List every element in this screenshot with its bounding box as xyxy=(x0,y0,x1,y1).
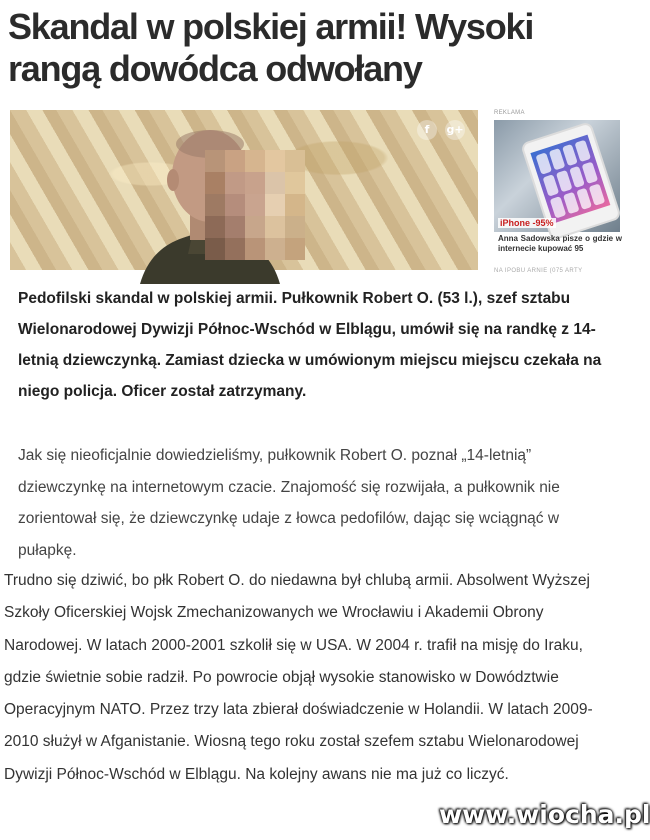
ad-price-badge: iPhone -95% xyxy=(500,218,554,228)
article-paragraph: Jak się nieoficjalnie dowiedzieliśmy, pułkownik Robert O. poznał „14-letnią” dziewczynkę na internetowym czacie. Znajomość się rozwijała, a pułkownik nie zorientował się, że dziewczynkę udaje z łowca pedofilów, dając się wciągnąć w pułapkę. xyxy=(18,447,560,559)
google-plus-icon[interactable]: g+ xyxy=(445,120,465,140)
ad-caption[interactable]: Anna Sadowska pisze o gdzie w internecie kupować 95 xyxy=(498,234,622,253)
article-lead: Pedofilski skandal w polskiej armii. Pułkownik Robert O. (53 l.), szef sztabu Wielonarodowej Dywizji Północ-Wschód w Elblągu, umówił się na randkę z 14-letnią dziewczynką. Zamiast dziecka w umówionym miejscu miejscu czekała na niego policja. Oficer został zatrzymany. xyxy=(18,290,602,400)
ad-image[interactable] xyxy=(494,120,620,232)
article-title: Skandal w polskiej armii! Wysoki rangą dowódca odwołany xyxy=(8,6,534,89)
article-hero-image[interactable] xyxy=(10,110,478,270)
article-paragraph: Trudno się dziwić, bo płk Robert O. do niedawna był chlubą armii. Absolwent Wyższej Szkoły Oficerskiej Wojsk Zmechanizowanych we Wrocławiu i Akademii Obrony Narodowej. W latach 2000-2001 szkolił się w USA. W 2004 r. trafił na misję do Iraku, gdzie świetnie sobie radził. Po powrocie objął wysokie stanowisko w Dowództwie Operacyjnym NATO. Przez trzy lata zbierał doświadczenie w Holandii. W latach 2009-2010 służył w Afganistanie. Wiosną tego roku został szefem sztabu Wielonarodowej Dywizji Północ-Wschód w Elblągu. Na kolejny awans nie ma już co liczyć. xyxy=(4,572,593,783)
sidebar-ad[interactable] xyxy=(492,110,620,275)
facebook-icon[interactable]: f xyxy=(417,120,437,140)
ad-source: NA IPOBU ARNIE (075 ARTY xyxy=(494,268,583,274)
ad-label: REKLAMA xyxy=(494,110,525,116)
pixelated-face xyxy=(205,150,305,260)
site-watermark: www.wiocha.pl xyxy=(439,800,650,829)
